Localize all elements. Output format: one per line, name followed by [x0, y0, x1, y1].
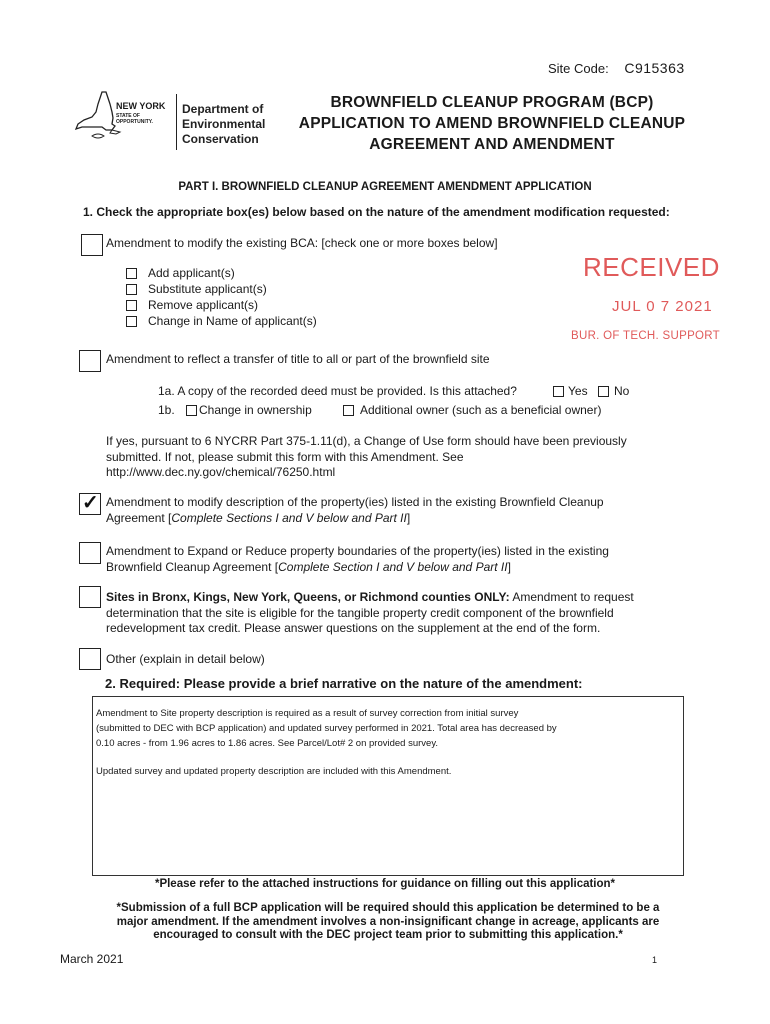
modify-bca-label: Amendment to modify the existing BCA: [check one or more boxes below]: [106, 236, 498, 250]
received-stamp-date: JUL 0 7 2021: [612, 298, 713, 315]
other-checkbox[interactable]: [79, 648, 101, 670]
site-code-label: Site Code:: [548, 61, 609, 76]
question-2: 2. Required: Please provide a brief narrative on the nature of the amendment:: [105, 676, 583, 691]
transfer-title-label: Amendment to reflect a transfer of title to all or part of the brownfield site: [106, 352, 490, 366]
change-name-label: Change in Name of applicant(s): [148, 314, 317, 328]
change-ownership-label: Change in ownership: [199, 403, 312, 417]
narrative-text-2: Updated survey and updated property description are included with this Amendment.: [96, 766, 452, 777]
add-applicant-label: Add applicant(s): [148, 266, 235, 280]
expand-reduce-label: Amendment to Expand or Reduce property boundaries of the property(ies) listed in the existing Brownfield Cleanup Agreement [Complete Section I and V below and Part II]: [106, 544, 609, 574]
change-of-use-note: If yes, pursuant to 6 NYCRR Part 375-1.11(d), a Change of Use form should have been previously submitted. If not, please submit this form with this Amendment. See http://www.dec.ny.gov/chemical/76250.html: [106, 434, 627, 479]
nyc-sites-checkbox[interactable]: [79, 586, 101, 608]
footer-date: March 2021: [60, 952, 124, 966]
expand-reduce-checkbox[interactable]: [79, 542, 101, 564]
logo-department: Department of Environmental Conservation: [182, 102, 266, 146]
instructions-note: *Please refer to the attached instructions for guidance on filling out this application*: [154, 878, 616, 890]
transfer-title-checkbox[interactable]: [79, 350, 101, 372]
logo-new-york: NEW YORK: [116, 101, 166, 111]
remove-applicant-label: Remove applicant(s): [148, 298, 259, 312]
narrative-text: Amendment to Site property description is required as a result of survey correction from initial survey (submitted to DEC with BCP application) and updated survey performed in 2021. Total area has decreased by 0.10 acres - from 1.96 acres to 1.86 acres. See Parcel/Lot# 2 on provided survey.: [96, 708, 557, 749]
site-code: [548, 60, 685, 76]
modify-description-checkbox[interactable]: [79, 493, 101, 515]
received-stamp: RECEIVED: [583, 252, 720, 282]
remove-applicant-checkbox[interactable]: [126, 300, 137, 311]
check-mark-icon: ✓: [82, 492, 99, 514]
question-1b-label: 1b.: [158, 403, 175, 417]
change-name-checkbox[interactable]: [126, 316, 137, 327]
change-of-use-link[interactable]: http://www.dec.ny.gov/chemical/76250.html: [106, 465, 336, 479]
submission-note: *Submission of a full BCP application will be required should this application be determined to be a major amendment. If the amendment involves a non-insignificant change in acreage, applicants are encouraged to consult with the DEC project team prior to submitting this application.*: [116, 902, 660, 941]
substitute-applicant-label: Substitute applicant(s): [148, 282, 267, 296]
deed-no-label: No: [614, 384, 630, 398]
part-heading: PART I. BROWNFIELD CLEANUP AGREEMENT AMENDMENT APPLICATION: [178, 181, 592, 193]
change-ownership-checkbox[interactable]: [186, 405, 197, 416]
logo-tagline: STATE OF OPPORTUNITY.: [116, 113, 153, 125]
additional-owner-checkbox[interactable]: [343, 405, 354, 416]
received-stamp-bureau: BUR. OF TECH. SUPPORT: [571, 330, 721, 342]
deed-no-checkbox[interactable]: [598, 386, 609, 397]
additional-owner-label: Additional owner (such as a beneficial owner): [360, 403, 602, 417]
dec-logo: [72, 90, 278, 152]
other-label: Other (explain in detail below): [106, 652, 265, 666]
logo-divider: [176, 94, 177, 150]
modify-bca-checkbox[interactable]: [81, 234, 103, 256]
deed-question: 1a. A copy of the recorded deed must be provided. Is this attached?: [158, 384, 517, 398]
form-title: BROWNFIELD CLEANUP PROGRAM (BCP) APPLICATION TO AMEND BROWNFIELD CLEANUP AGREEMENT AND AMENDMENT: [298, 94, 686, 153]
page-number: 1: [652, 955, 658, 965]
nyc-sites-label: Sites in Bronx, Kings, New York, Queens, or Richmond counties ONLY: Amendment to request determination that the site is eligible for the tangible property credit component of the brownfield redevelopment tax credit. Please answer questions on the supplement at the end of the form.: [106, 590, 634, 635]
add-applicant-checkbox[interactable]: [126, 268, 137, 279]
question-1: 1. Check the appropriate box(es) below based on the nature of the amendment modification requested:: [83, 205, 670, 219]
deed-yes-label: Yes: [568, 384, 588, 398]
site-code-value: C915363: [624, 60, 685, 76]
deed-yes-checkbox[interactable]: [553, 386, 564, 397]
substitute-applicant-checkbox[interactable]: [126, 284, 137, 295]
modify-description-label: Amendment to modify description of the property(ies) listed in the existing Brownfield Cleanup Agreement [Complete Sections I and V below and Part II]: [106, 495, 604, 525]
